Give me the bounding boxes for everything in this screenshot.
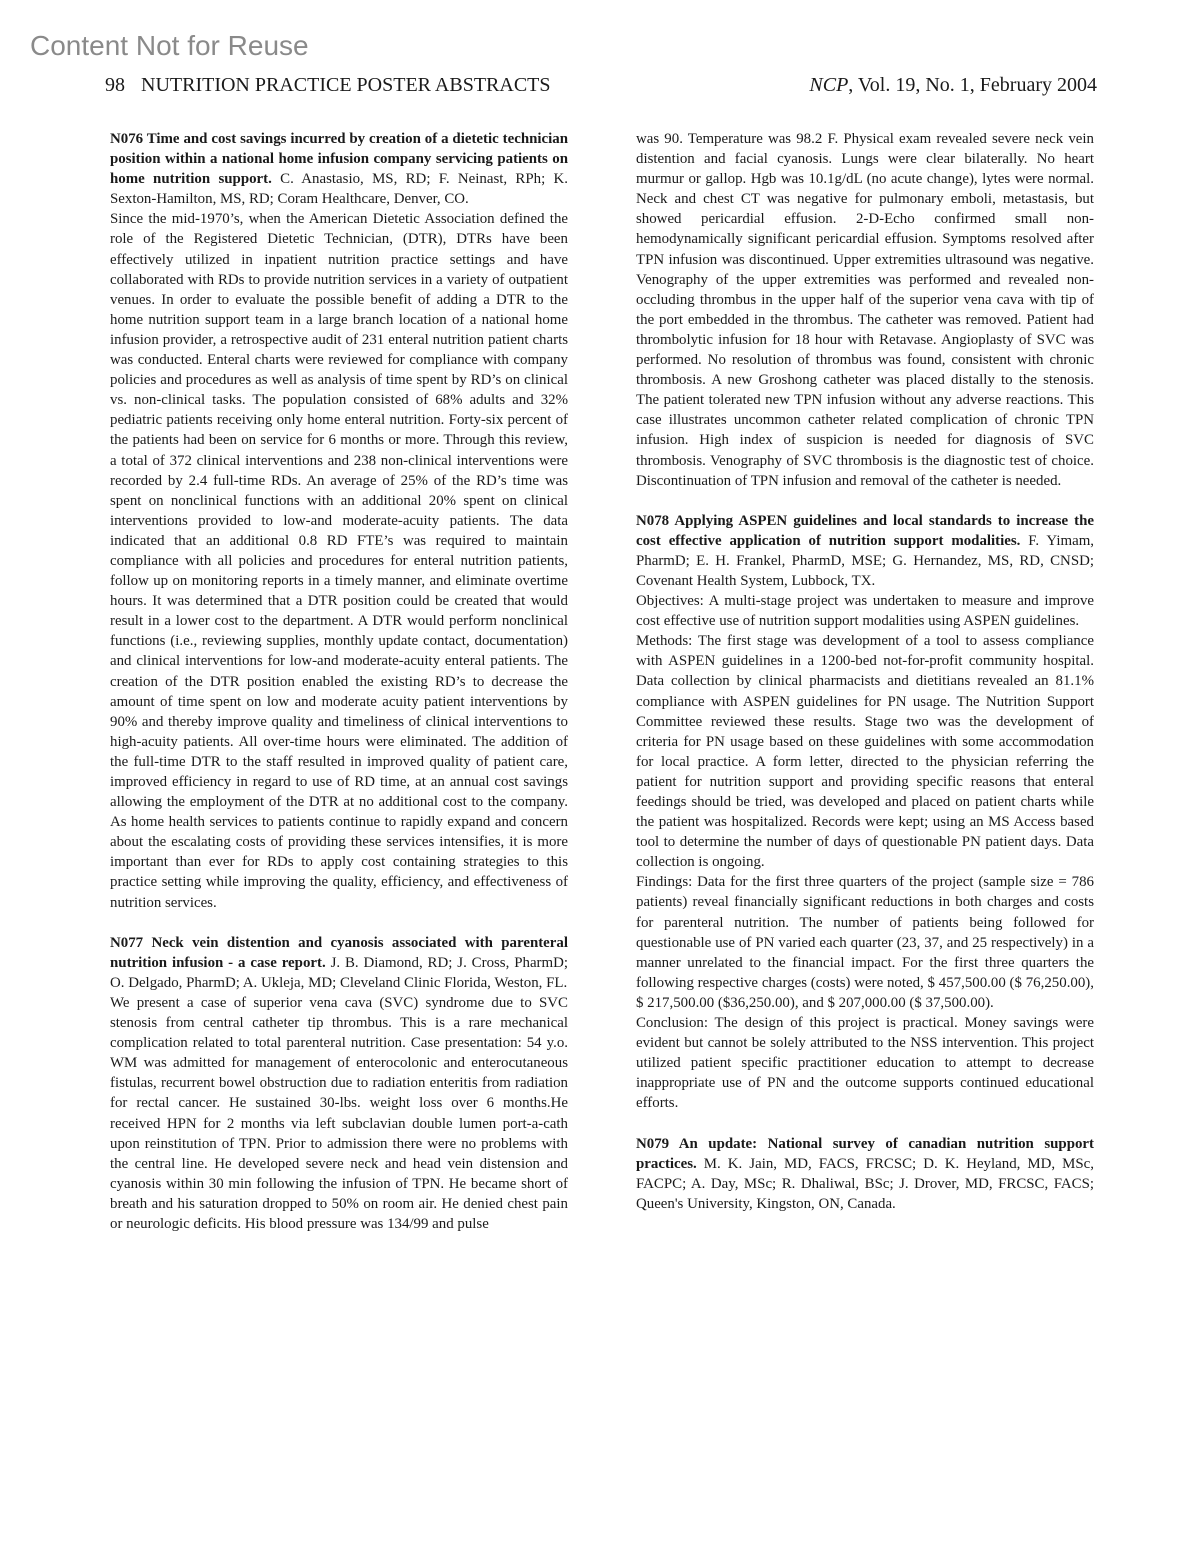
section-title: NUTRITION PRACTICE POSTER ABSTRACTS — [141, 74, 551, 96]
abstract-n078 — [636, 511, 1094, 1114]
abstract-authors: M. K. Jain, MD, FACS, FRCSC; D. K. Heyland, MD, MSc, FACPC; A. Day, MSc; R. Dhaliwal, BSc; J. Drover, MD, FRCSC, FACS; Queen's University, Kingston, ON, Canada. — [636, 1155, 1094, 1212]
abstract-objectives: Objectives: A multi-stage project was undertaken to measure and improve cost effective use of nutrition support modalities using ASPEN guidelines. — [636, 593, 1094, 630]
abstract-title: N078 Applying ASPEN guidelines and local standards to increase the cost effective application of nutrition support modalities. — [636, 512, 1094, 549]
abstract-header — [110, 933, 568, 993]
running-head — [105, 74, 1097, 102]
abstract-header — [636, 1134, 1094, 1214]
abstract-methods: Methods: The first stage was development of a tool to assess compliance with ASPEN guidelines in a 1200-bed not-for-profit community hospital. Data collection by clinical pharmacists and dietitians revealed an 81.1% compliance with ASPEN guidelines for PN usage. The Nutrition Support Committee reviewed these results. Stage two was the development of criteria for PN usage based on these guidelines with some accommodation for local practice. A form letter, directed to the physician referring the patient for nutrition support and providing specific reasons that enteral feedings should be tried, was developed and placed on patient charts while the patient was hospitalized. Records were kept; using an MS Access based tool to determine the number of days of questionable PN patient days. Data collection is ongoing. — [636, 633, 1094, 871]
abstract-n077-continued — [636, 129, 1094, 491]
right-column — [636, 129, 1094, 1234]
page-number: 98 — [105, 74, 125, 96]
abstract-header — [110, 129, 568, 209]
abstract-title: N077 Neck vein distention and cyanosis associated with parenteral nutrition infusion - a case report. — [110, 934, 568, 971]
abstract-authors: F. Yimam, PharmD; E. H. Frankel, PharmD, MSE; G. Hernandez, MS, RD, CNSD; Covenant Health System, Lubbock, TX. — [636, 532, 1094, 589]
abstract-header — [636, 511, 1094, 591]
abstract-conclusion: Conclusion: The design of this project is practical. Money savings were evident but cannot be solely attributed to the NSS intervention. This project utilized patient specific practitioner education to attempt to decrease inappropriate use of PN and the outcome supports continued educational efforts. — [636, 1015, 1094, 1112]
abstract-findings: Findings: Data for the first three quarters of the project (sample size = 786 patients) reveal financially significant reductions in both charges and costs for parenteral nutrition. The number of patients being followed for questionable use of PN varied each quarter (23, 37, and 25 respectively) in a manner unrelated to the financial impact. For the first three quarters the following respective charges (costs) were noted, $ 457,500.00 ($ 76,250.00), $ 217,500.00 ($36,250.00), and $ 207,000.00 ($ 37,500.00). — [636, 874, 1094, 1011]
running-head-left — [105, 74, 551, 97]
watermark: Content Not for Reuse — [30, 30, 309, 61]
journal-issue: , Vol. 19, No. 1, February 2004 — [848, 74, 1097, 96]
abstract-n079 — [636, 1134, 1094, 1214]
journal-name: NCP — [809, 74, 849, 96]
abstract-n076 — [110, 129, 568, 913]
abstract-authors: J. B. Diamond, RD; J. Cross, PharmD; O. Delgado, PharmD; A. Ukleja, MD; Cleveland Clinic Florida, Weston, FL. — [110, 954, 568, 991]
abstract-body: Since the mid-1970’s, when the American Dietetic Association defined the role of the Registered Dietetic Technician, (DTR), DTRs have been effectively utilized in inpatient nutrition practice settings and have collaborated with RDs to provide nutrition services in a variety of outpatient venues. In order to evaluate the possible benefit of adding a DTR to the home nutrition support team in a large branch location of a national home infusion provider, a retrospective audit of 231 enteral nutrition patient charts was conducted. Enteral charts were reviewed for compliance with company policies and procedures as well as analysis of time spent by RD’s on clinical vs. non-clinical tasks. The population consisted of 68% adults and 32% pediatric patients receiving only home enteral nutrition. Forty-six percent of the patients had been on service for 6 months or more. Through this review, a total of 372 clinical interventions and 238 non-clinical interventions were recorded by 2.4 full-time RDs. An average of 25% of the RD’s time was spent on nonclinical functions with an additional 20% spent on clinical interventions provided to low-and moderate-acuity patients. The data indicated that an additional 0.8 RD FTE’s was required to maintain compliance with all policies and procedures for enteral nutrition patients, follow up on monitoring reports in a timely manner, and eliminate overtime hours. It was determined that a DTR position could be created that would result in a lower cost to the department. A DTR would perform nonclinical functions (i.e., reviewing supplies, monthly update contact, documentation) and clinical interventions for low-and moderate-acuity enteral patients. The creation of the DTR position enabled the existing RD’s to decrease the amount of time spent on low and moderate acuity patient interventions by 90% and thereby improve quality and timeliness of clinical interventions to high-acuity patients. All over-time hours were eliminated. The addition of the full-time DTR to the staff resulted in improved quality of patient care, improved efficiency in regard to use of RD time, at an annual cost savings allowing the employment of the DTR at no additional cost to the company. As home health services to patients continue to rapidly expand and concern about the escalating costs of providing these services intensifies, it is more important than ever for RDs to apply cost containing strategies to this practice setting while improving the quality, efficiency, and effectiveness of nutrition services. — [110, 211, 568, 911]
left-column — [110, 129, 568, 1254]
abstract-title: N076 Time and cost savings incurred by creation of a dietetic technician position within a national home infusion company servicing patients on home nutrition support. — [110, 131, 568, 188]
abstract-body: We present a case of superior vena cava (SVC) syndrome due to SVC stenosis from central catheter tip thrombus. This is a rare mechanical complication related to total parenteral nutrition. Case presentation: 54 y.o. WM was admitted for management of enterocolonic and enterocutaneous fistulas, recurrent bowel obstruction due to radiation enteritis from radiation for rectal cancer. He sustained 30-lbs. weight loss over 6 months.He received HPN for 2 months via left subclavian double lumen port-a-cath upon reinstitution of TPN. Prior to admission there were no problems with the central line. He developed severe neck and head vein distension and cyanosis within 30 min following the infusion of TPN. He became short of breath and his saturation dropped to 50% on room air. He denied chest pain or neurologic deficits. His blood pressure was 134/99 and pulse — [110, 994, 568, 1232]
abstract-n077 — [110, 933, 568, 1234]
abstract-authors: C. Anastasio, MS, RD; F. Neinast, RPh; K. Sexton-Hamilton, MS, RD; Coram Healthcare, Denver, CO. — [110, 171, 569, 208]
journal-citation — [809, 74, 1097, 97]
abstract-body: was 90. Temperature was 98.2 F. Physical exam revealed severe neck vein distention and facial cyanosis. Lungs were clear bilaterally. No heart murmur or gallop. Hgb was 10.1g/dL (no acute change), lytes were normal. Neck and chest CT was negative for pulmonary emboli, metastasis, but showed pericardial effusion. 2-D-Echo confirmed small non-hemodynamically significant pericardial effusion. Symptoms resolved after TPN infusion was discontinued. Upper extremities ultrasound was negative. Venography of the upper extremities was performed and revealed non-occluding thrombus in the upper half of the superior vena cava with tip of the port embedded in the thrombus. The catheter was removed. Patient had thrombolytic infusion for 18 hour with Retavase. Angioplasty of SVC was performed. No resolution of thrombus was found, consistent with chronic thrombosis. A new Groshong catheter was placed distally to the stenosis. The patient tolerated new TPN infusion without any adverse reactions. This case illustrates uncommon catheter related complication of chronic TPN infusion. High index of suspicion is needed for diagnosis of SVC thrombosis. Venography of SVC thrombosis is the diagnostic test of choice. Discontinuation of TPN infusion and removal of the catheter is needed. — [636, 131, 1094, 489]
abstract-title: N079 An update: National survey of canadian nutrition support practices. — [636, 1135, 1094, 1172]
